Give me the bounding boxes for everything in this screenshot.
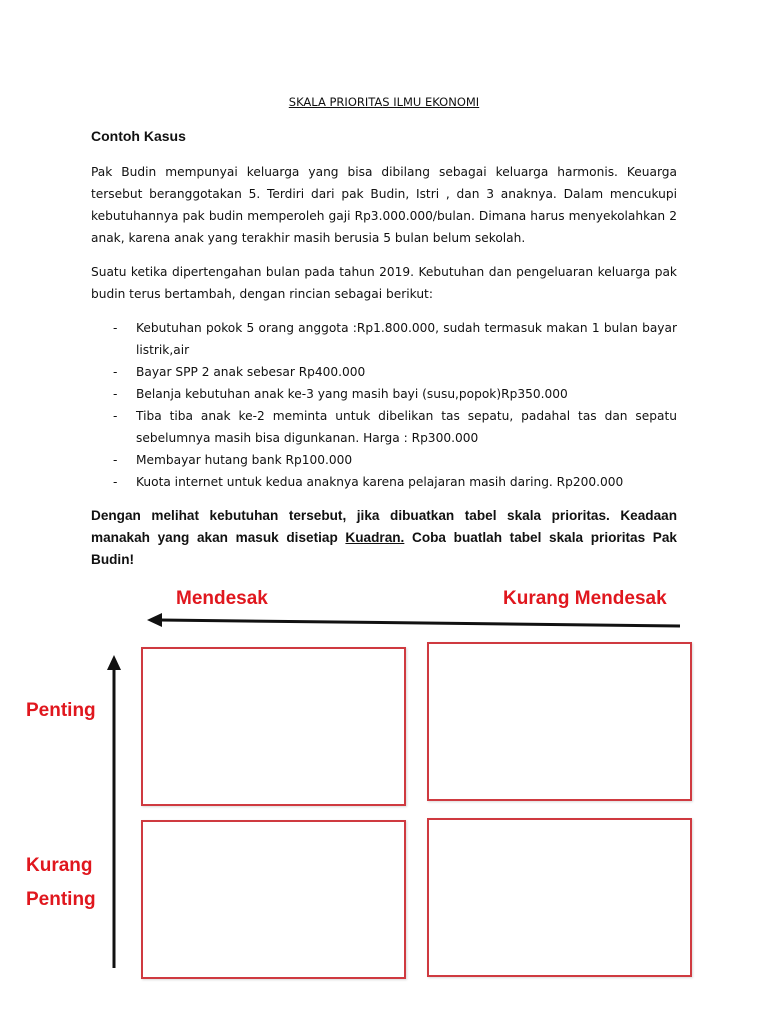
label-kurang-penting: Kurang Penting <box>26 855 96 910</box>
case-paragraph-1: Pak Budin mempunyai keluarga yang bisa dibilang sebagai keluarga harmonis. Keuarga tersebut beranggotakan 5. Terdiri dari pak Budin, Istri , dan 3 anaknya. Dalam mencukupi kebutuhannya pak budin memperoleh gaji Rp3.000.000/bulan. Dimana harus menyekolahkan 2 anak, karena anak yang terakhir masih berusia 5 bulan belum sekolah. <box>91 165 677 245</box>
quadrant-penting-kurang-mendesak <box>427 642 692 801</box>
quadrant-kurang-penting-kurang-mendesak <box>427 818 692 977</box>
list-dash: - <box>113 365 118 379</box>
list-dash: - <box>113 409 118 423</box>
list-item <box>91 383 677 405</box>
list-item-text: Bayar SPP 2 anak sebesar Rp400.000 <box>136 365 366 379</box>
list-dash: - <box>113 321 118 335</box>
section-heading: Contoh Kasus <box>91 128 186 144</box>
list-item <box>91 317 677 361</box>
list-item <box>91 449 677 471</box>
question-text-part2: Coba buatlah tabel skala prioritas Pak Budin! <box>91 530 677 567</box>
list-item <box>91 361 677 383</box>
up-arrowhead-icon <box>107 655 121 670</box>
assignment-question <box>91 505 677 571</box>
question-text-part1: Dengan melihat kebutuhan tersebut, jika dibuatkan tabel skala prioritas. Keadaan manakah yang akan masuk disetiap <box>91 508 677 545</box>
label-penting: Penting <box>26 700 96 721</box>
list-dash: - <box>113 475 118 489</box>
list-item <box>91 471 677 493</box>
document-title: SKALA PRIORITAS ILMU EKONOMI <box>288 95 480 109</box>
left-arrowhead-icon <box>147 613 162 627</box>
list-item-text: Kuota internet untuk kedua anaknya karena pelajaran masih daring. Rp200.000 <box>136 475 624 489</box>
list-item-text: Tiba tiba anak ke-2 meminta untuk dibelikan tas sepatu, padahal tas dan sepatu sebelumnya masih bisa digunkanan. Harga : Rp300.000 <box>136 409 677 445</box>
list-item-text: Belanja kebutuhan anak ke-3 yang masih bayi (susu,popok)Rp350.000 <box>136 387 568 401</box>
question-underlined-word: Kuadran. <box>345 530 405 545</box>
list-item-text: Membayar hutang bank Rp100.000 <box>136 453 353 467</box>
expense-list <box>91 317 677 493</box>
label-kurang-mendesak: Kurang Mendesak <box>503 588 667 609</box>
label-mendesak: Mendesak <box>176 588 268 609</box>
quadrant-penting-mendesak <box>141 647 406 806</box>
list-item <box>91 405 677 449</box>
list-item-text: Kebutuhan pokok 5 orang anggota :Rp1.800.000, sudah termasuk makan 1 bulan bayar listrik,air <box>136 321 677 357</box>
horizontal-axis-line <box>160 620 680 626</box>
list-dash: - <box>113 387 118 401</box>
case-paragraph-2: Suatu ketika dipertengahan bulan pada tahun 2019. Kebutuhan dan pengeluaran keluarga pak budin terus bertambah, dengan rincian sebagai berikut: <box>91 265 677 301</box>
list-dash: - <box>113 453 118 467</box>
quadrant-kurang-penting-mendesak <box>141 820 406 979</box>
